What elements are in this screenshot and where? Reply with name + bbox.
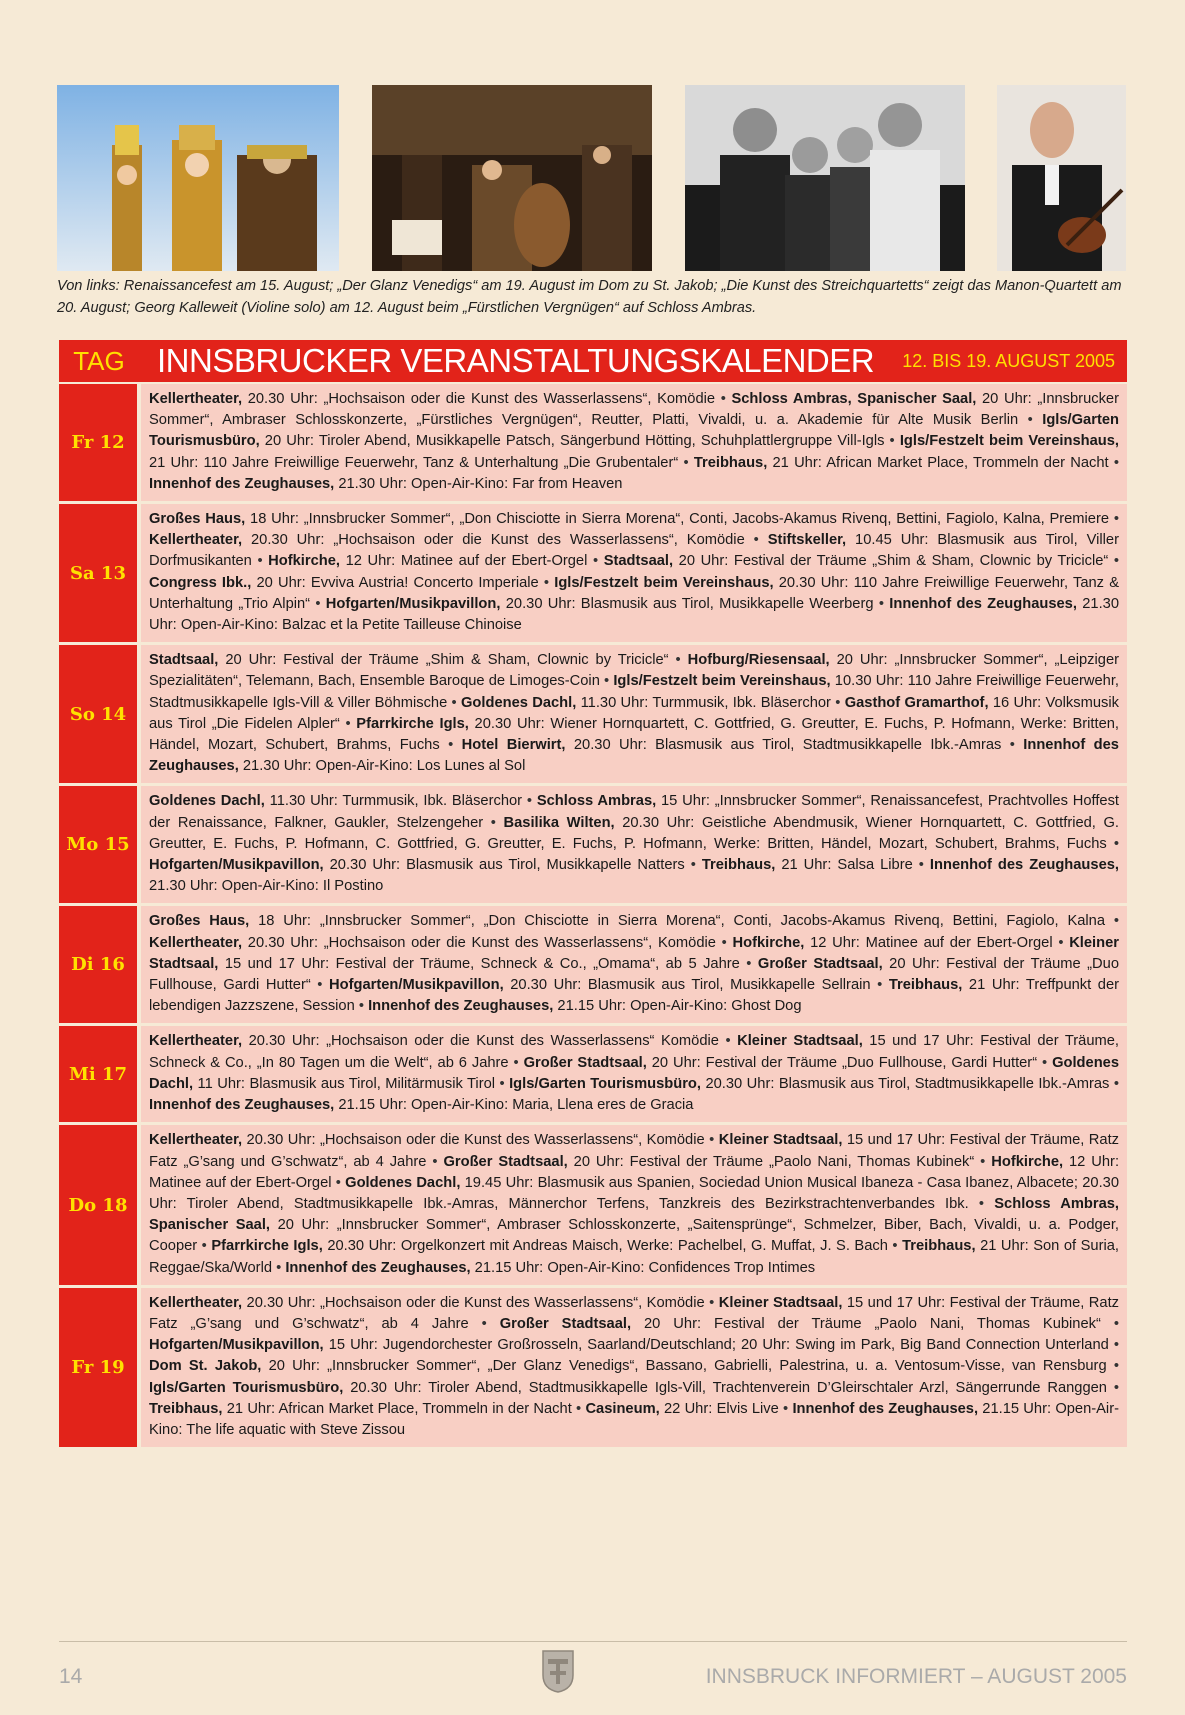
event-details: 15 und 17 Uhr: Festival der Träume, Ratz Fatz „G’sang und G’schwatz“, ab 4 Jahre xyxy=(149,1294,1119,1332)
event-details: 20.30 Uhr: „Hochsaison oder die Kunst des Wasserlassens“, Komödie xyxy=(242,391,716,407)
bullet-separator: • xyxy=(1100,1315,1119,1332)
venue-name: Schloss Ambras, Spanischer Saal, xyxy=(149,1195,1120,1234)
day-label: Mo 15 xyxy=(59,786,137,903)
event-details: 22 Uhr: Elvis Live xyxy=(659,1400,779,1417)
venue-name: Kleiner Stadtsaal, xyxy=(718,1132,843,1149)
bullet-separator: • xyxy=(587,553,604,570)
bullet-separator: • xyxy=(272,1259,286,1276)
venue-name: Hofgarten/Musikpavillon, xyxy=(325,595,501,612)
event-details: 20.30 Uhr: „Hochsaison oder die Kunst des Wasserlassens“, Komödie xyxy=(242,934,716,951)
event-details: 21.30 Uhr: Open-Air-Kino: Balzac et la Petite Tailleuse Chinoise xyxy=(149,595,1119,634)
event-details: 20.30 Uhr: „Hochsaison oder die Kunst des Wasserlassens“, Komödie xyxy=(242,1294,705,1311)
event-details: 20.30 Uhr: Orgelkonzert mit Andreas Maisch, Werke: Pachelbel, G. Muffat, J. S. Bach xyxy=(322,1238,888,1255)
venue-name: Goldenes Dachl, xyxy=(345,1174,461,1191)
day-label: Sa 13 xyxy=(59,504,137,642)
venue-name: Hotel Bierwirt, xyxy=(461,737,566,754)
venue-name: Treibhaus, xyxy=(149,1400,223,1417)
event-details: 20.30 Uhr: „Hochsaison oder die Kunst des Wasserlassens“, Komödie xyxy=(242,1132,705,1149)
venue-name: Goldenes Dachl, xyxy=(149,1054,1120,1092)
day-label: Mi 17 xyxy=(59,1026,137,1122)
venue-name: Treibhaus, xyxy=(888,977,963,994)
event-details: 20.30 Uhr: Wiener Hornquartett, C. Gottfried, G. Greutter, E. Fuchs, P. Hofmann, Werke: Britten, Händel, Mozart, Schubert, Brahms, Fuchs xyxy=(149,715,1120,754)
day-label: Do 18 xyxy=(59,1125,137,1284)
bullet-separator: • xyxy=(704,1132,719,1149)
bullet-separator: • xyxy=(912,857,930,874)
event-details: 20 Uhr: Festival der Träume „Shim & Sham, Clownic by Tricicle“ xyxy=(673,553,1109,570)
venue-name: Großes Haus, xyxy=(149,511,246,528)
venue-name: Kleiner Stadtsaal, xyxy=(149,934,1119,972)
bullet-separator: • xyxy=(1109,511,1119,528)
venue-name: Kleiner Stadtsaal, xyxy=(737,1033,863,1050)
bullet-separator: • xyxy=(447,694,461,711)
event-details: 21 Uhr: Treffpunkt der lebendigen Jazzszene, Session xyxy=(149,977,1120,1015)
bullet-separator: • xyxy=(1105,913,1120,930)
day-label: Fr 19 xyxy=(59,1288,137,1447)
event-details: 12 Uhr: Matinee auf der Ebert-Orgel xyxy=(340,553,588,570)
bullet-separator: • xyxy=(599,673,614,690)
day-row xyxy=(59,906,1127,1023)
bullet-separator: • xyxy=(684,857,702,874)
event-details: 19.45 Uhr: Blasmusik aus Spanien, Sociedad Union Musical Ibaneza - Casa Ibanez, Albacete; 20.30 Uhr: Tiroler Abend, Stadtmusikkapelle Ibk.-Amras, Männerchor Terfens, Tanzkreis des Bezirkstrachtenverbandes Ibk. xyxy=(149,1174,1120,1212)
bullet-separator: • xyxy=(354,998,369,1015)
date-range: 12. BIS 19. AUGUST 2005 xyxy=(902,350,1115,371)
event-details: 21 Uhr: African Market Place, Trommeln der Nacht xyxy=(767,454,1109,471)
venue-name: Hofgarten/Musikpavillon, xyxy=(329,977,504,994)
photo-caption: Von links: Renaissancefest am 15. August; „Der Glanz Venedigs“ am 19. August im Dom zu St. Jakob; „Die Kunst des Streichquartetts“ zeigt das Manon-Quartett am 20. August; Georg Kalleweit (Violine solo) am 12. August beim „Fürstlichen Vergnügen“ auf Schloss Ambras. xyxy=(57,278,1122,316)
venue-name: Hofkirche, xyxy=(991,1153,1064,1170)
day-events xyxy=(141,906,1127,1023)
event-details: 21 Uhr: 110 Jahre Freiwillige Feuerwehr, Tanz & Unterhaltung „Die Grubentaler“ xyxy=(149,454,679,471)
venue-name: Kellertheater, xyxy=(149,1294,243,1311)
event-details: 20.30 Uhr: 110 Jahre Freiwillige Feuerwehr, Tanz & Unterhaltung „Trio Alpin“ xyxy=(149,574,1119,612)
venue-name: Igls/Garten Tourismusbüro, xyxy=(149,412,1119,450)
bullet-separator: • xyxy=(1052,934,1070,951)
event-details: 20 Uhr: Festival der Träume „Paolo Nani, Thomas Kubinek“ xyxy=(567,1153,975,1170)
bullet-separator: • xyxy=(339,715,357,732)
venue-name: Casineum, xyxy=(585,1400,660,1417)
day-row xyxy=(59,645,1127,783)
event-details: 21.15 Uhr: Open-Air-Kino: Confidences Trop Intimes xyxy=(470,1259,816,1276)
bullet-separator: • xyxy=(522,793,537,810)
bullet-separator: • xyxy=(483,814,504,831)
bullet-separator: • xyxy=(468,1315,500,1332)
venue-name: Innenhof des Zeughauses, xyxy=(929,857,1119,874)
event-details: 20 Uhr: Festival der Träume „Duo Fullhouse, Gardi Hutter“ xyxy=(646,1054,1038,1071)
day-label: Di 16 xyxy=(59,906,137,1023)
bullet-separator: • xyxy=(884,433,900,450)
event-details: 21.15 Uhr: Open-Air-Kino: Ghost Dog xyxy=(553,998,802,1015)
venue-name: Innenhof des Zeughauses, xyxy=(149,737,1119,775)
bullet-separator: • xyxy=(968,1195,995,1212)
event-details: 10.45 Uhr: Blasmusik aus Tirol, Viller Dorfmusikanten xyxy=(149,532,1119,570)
venue-name: Großer Stadtsaal, xyxy=(443,1153,568,1170)
venue-name: Kellertheater, xyxy=(149,391,243,407)
venue-name: Innenhof des Zeughauses, xyxy=(149,475,335,492)
event-details: 15 und 17 Uhr: Festival der Träume, Schneck & Co., „In 80 Tagen um die Welt“, ab 6 Jahre xyxy=(149,1033,1119,1071)
venue-name: Großes Haus, xyxy=(149,913,250,930)
bullet-separator: • xyxy=(974,1153,992,1170)
coat-of-arms-icon xyxy=(541,1649,575,1693)
page-title: INNSBRUCKER VERANSTALTUNGSKALENDER xyxy=(157,342,875,379)
event-details: 11.30 Uhr: Turmmusik, Ibk. Bläserchor xyxy=(576,694,831,711)
venue-name: Stadtsaal, xyxy=(149,652,219,669)
bullet-separator: • xyxy=(1106,1358,1119,1375)
event-details: 21.15 Uhr: Open-Air-Kino: The life aquatic with Steve Zissou xyxy=(149,1400,1119,1438)
event-details: 20.30 Uhr: Blasmusik aus Tirol, Musikkapelle Weerberg xyxy=(500,595,874,612)
venue-name: Congress Ibk., xyxy=(149,574,252,591)
venue-name: Schloss Ambras, Spanischer Saal, xyxy=(731,391,977,407)
event-details: 21.30 Uhr: Open-Air-Kino: Far from Heaven xyxy=(334,475,623,492)
bullet-separator: • xyxy=(197,1238,212,1255)
day-row xyxy=(59,1288,1127,1447)
venue-name: Pfarrkirche Igls, xyxy=(211,1238,323,1255)
event-details: 15 Uhr: „Innsbrucker Sommer“, Renaissancefest, Prachtvolles Hoffest der Renaissance, Falkner, Gaukler, Stelzengeher xyxy=(149,793,1119,831)
bullet-separator: • xyxy=(310,977,330,994)
venue-name: Stiftskeller, xyxy=(767,532,847,549)
venue-name: Großer Stadtsaal, xyxy=(757,955,883,972)
bullet-separator: • xyxy=(778,1400,793,1417)
bullet-separator: • xyxy=(718,1033,738,1050)
venue-name: Treibhaus, xyxy=(693,454,768,471)
venue-name: Hofburg/Riesensaal, xyxy=(687,652,830,669)
bullet-separator: • xyxy=(571,1400,586,1417)
venue-name: Goldenes Dachl, xyxy=(461,694,577,711)
day-column-label: TAG xyxy=(73,345,125,376)
venue-name: Treibhaus, xyxy=(902,1238,976,1255)
event-details: 20.30 Uhr: Geistliche Abendmusik, Wiener Hornquartett, C. Gottfried, G. Greutter, E. Fuchs, P. Hofmann, C. Gottfried, G. Greutter, E. Fuchs, P. Hofmann, Werke: Britten, Händel, Mozart, Schubert, Brahms, Fuchs xyxy=(149,814,1119,852)
day-row xyxy=(59,384,1127,501)
footer-divider xyxy=(59,1641,1127,1642)
event-details: 18 Uhr: „Innsbrucker Sommer“, „Don Chisciotte in Sierra Morena“, Conti, Jacobs-Akamus Rivenq, Bettini, Fagiolo, Kalna, Premiere xyxy=(245,511,1110,528)
venue-name: Großer Stadtsaal, xyxy=(523,1054,647,1071)
event-details: 20 Uhr: Tiroler Abend, Musikkapelle Patsch, Sängerbund Hötting, Schuhplattlergruppe Vill-Igls xyxy=(259,433,885,450)
bullet-separator: • xyxy=(715,391,732,407)
event-details: 20 Uhr: „Innsbrucker Sommer“, Ambraser Schlosskonzerte, „Saitensprünge“, Schmelzer, Biber, Bach, Vivaldi, u. a. Podger, Cooper xyxy=(149,1217,1120,1255)
venue-name: Innenhof des Zeughauses, xyxy=(889,595,1077,612)
venue-name: Stadtsaal, xyxy=(603,553,674,570)
venue-name: Innenhof des Zeughauses, xyxy=(149,1097,335,1114)
event-details: 20 Uhr: „Innsbrucker Sommer“, Ambraser Schlosskonzerte, „Fürstliches Vergnügen“, Reutter, Platti, Vivaldi, u. a. Akademie für Alte Musik Berlin xyxy=(149,391,1119,429)
event-details: 20.30 Uhr: „Hochsaison oder die Kunst des Wasserlassens“, Komödie xyxy=(242,532,745,549)
photo-georg-kalleweit xyxy=(997,85,1126,271)
photo-glanz-venedigs xyxy=(372,85,652,271)
venue-name: Basilika Wilten, xyxy=(503,814,615,831)
bullet-separator: • xyxy=(1108,1337,1119,1354)
venue-name: Innenhof des Zeughauses, xyxy=(792,1400,979,1417)
bullet-separator: • xyxy=(1106,835,1120,852)
event-details: 15 Uhr: Jugendorchester Großrosseln, Saarland/Deutschland; 20 Uhr: Swing im Park, Big Band Connection Unterland xyxy=(323,1337,1109,1354)
event-details: 16 Uhr: Volksmusik aus Tirol „Die Fidelen Alpler“ xyxy=(149,694,1119,732)
event-details: 20.30 Uhr: Blasmusik aus Tirol, Musikkapelle Sellrain xyxy=(503,977,871,994)
bullet-separator: • xyxy=(887,1238,903,1255)
day-events xyxy=(141,1026,1127,1122)
event-details: 20.30 Uhr: Blasmusik aus Tirol, Stadtmusikkapelle Ibk.-Amras xyxy=(565,737,1002,754)
event-details: 21.30 Uhr: Open-Air-Kino: Il Postino xyxy=(149,878,384,895)
event-details: 10.30 Uhr: 110 Jahre Freiwillige Feuerwehr, Stadtmusikkapelle Igls-Vill & Viller Böhmische xyxy=(149,673,1120,711)
bullet-separator: • xyxy=(1109,1075,1119,1092)
event-calendar xyxy=(59,384,1127,1450)
event-details: 21 Uhr: Salsa Libre xyxy=(775,857,913,874)
bullet-separator: • xyxy=(1108,454,1119,471)
event-details: 20 Uhr: Evviva Austria! Concerto Imperiale xyxy=(251,574,539,591)
venue-name: Kellertheater, xyxy=(149,1033,243,1050)
venue-name: Igls/Festzelt beim Vereinshaus, xyxy=(554,574,774,591)
event-details: 11.30 Uhr: Turmmusik, Ibk. Bläserchor xyxy=(264,793,523,810)
event-details: 12 Uhr: Matinee auf der Ebert-Orgel xyxy=(149,1153,1120,1191)
day-row xyxy=(59,1125,1127,1284)
bullet-separator: • xyxy=(495,1075,510,1092)
venue-name: Schloss Ambras, xyxy=(536,793,657,810)
event-details: 21.30 Uhr: Open-Air-Kino: Los Lunes al Sol xyxy=(238,758,526,775)
page-number: 14 xyxy=(59,1665,83,1688)
bullet-separator: • xyxy=(538,574,555,591)
venue-name: Hofgarten/Musikpavillon, xyxy=(149,857,324,874)
venue-name: Innenhof des Zeughauses, xyxy=(368,998,554,1015)
bullet-separator: • xyxy=(1108,553,1120,570)
event-details: 20 Uhr: „Innsbrucker Sommer“, „Der Glanz Venedigs“, Bassano, Gabrielli, Palestrina, u. a. Ventosum-Visse, van Rensburg xyxy=(261,1358,1107,1375)
day-row xyxy=(59,1026,1127,1122)
venue-name: Innenhof des Zeughauses, xyxy=(285,1259,471,1276)
event-details: 21.15 Uhr: Open-Air-Kino: Maria, Llena eres de Gracia xyxy=(334,1097,694,1114)
bullet-separator: • xyxy=(704,1294,719,1311)
day-label: So 14 xyxy=(59,645,137,783)
bullet-separator: • xyxy=(873,595,890,612)
day-events xyxy=(141,1125,1127,1284)
venue-name: Pfarrkirche Igls, xyxy=(356,715,469,732)
day-events xyxy=(141,384,1127,501)
venue-name: Hofgarten/Musikpavillon, xyxy=(149,1337,324,1354)
day-events xyxy=(141,1288,1127,1447)
bullet-separator: • xyxy=(668,652,688,669)
event-details: 15 und 17 Uhr: Festival der Träume, Schneck & Co., „Omama“, ab 5 Jahre xyxy=(218,955,740,972)
event-details: 20 Uhr: Festival der Träume „Shim & Sham, Clownic by Tricicle“ xyxy=(218,652,669,669)
bullet-separator: • xyxy=(439,737,462,754)
venue-name: Igls/Garten Tourismusbüro, xyxy=(509,1075,701,1092)
day-row xyxy=(59,504,1127,642)
event-details: 20.30 Uhr: Tiroler Abend, Stadtmusikkapelle Igls-Vill, Trachtenverein D’Gleirschtaler Arzl, Sängerrunde Ranggen xyxy=(343,1379,1107,1396)
event-details: 11 Uhr: Blasmusik aus Tirol, Militärmusik Tirol xyxy=(193,1075,496,1092)
venue-name: Dom St. Jakob, xyxy=(149,1358,262,1375)
venue-name: Goldenes Dachl, xyxy=(149,793,265,810)
venue-name: Igls/Festzelt beim Vereinshaus, xyxy=(613,673,831,690)
event-details: 20.30 Uhr: Blasmusik aus Tirol, Stadtmusikkapelle Ibk.-Amras xyxy=(700,1075,1110,1092)
bullet-separator: • xyxy=(331,1174,346,1191)
bullet-separator: • xyxy=(678,454,694,471)
venue-name: Treibhaus, xyxy=(701,857,776,874)
day-row xyxy=(59,786,1127,903)
venue-name: Igls/Festzelt beim Vereinshaus, xyxy=(899,433,1119,450)
venue-name: Kellertheater, xyxy=(149,934,243,951)
bullet-separator: • xyxy=(830,694,845,711)
publication-title: INNSBRUCK INFORMIERT – AUGUST 2005 xyxy=(705,1665,1127,1688)
day-events xyxy=(141,786,1127,903)
event-details: 20.30 Uhr: „Hochsaison oder die Kunst des Wasserlassens“ Komödie xyxy=(242,1033,719,1050)
event-details: 20 Uhr: Festival der Träume „Paolo Nani, Thomas Kubinek“ xyxy=(631,1315,1101,1332)
venue-name: Gasthof Gramarthof, xyxy=(844,694,989,711)
day-label: Fr 12 xyxy=(59,384,137,501)
day-events xyxy=(141,645,1127,783)
bullet-separator: • xyxy=(251,553,269,570)
photo-manon-quartett xyxy=(685,85,965,271)
event-details: 12 Uhr: Matinee auf der Ebert-Orgel xyxy=(804,934,1053,951)
bullet-separator: • xyxy=(426,1153,444,1170)
venue-name: Kellertheater, xyxy=(149,532,243,549)
bullet-separator: • xyxy=(1001,737,1024,754)
event-details: 21 Uhr: Son of Suria, Reggae/Ska/World xyxy=(149,1238,1119,1276)
day-events xyxy=(141,504,1127,642)
venue-name: Igls/Garten Tourismusbüro, xyxy=(149,1379,344,1396)
event-details: 20.30 Uhr: Blasmusik aus Tirol, Musikkapelle Natters xyxy=(323,857,685,874)
venue-name: Kellertheater, xyxy=(149,1132,243,1149)
photo-renaissance-fest xyxy=(57,85,339,271)
event-details: 20 Uhr: Festival der Träume „Duo Fullhouse, Gardi Hutter“ xyxy=(149,955,1119,994)
bullet-separator: • xyxy=(1018,412,1043,429)
bullet-separator: • xyxy=(870,977,889,994)
bullet-separator: • xyxy=(715,934,733,951)
bullet-separator: • xyxy=(1106,1379,1119,1396)
venue-name: Großer Stadtsaal, xyxy=(499,1315,632,1332)
venue-name: Hofkirche, xyxy=(268,553,340,570)
bullet-separator: • xyxy=(739,955,758,972)
bullet-separator: • xyxy=(1037,1054,1053,1071)
venue-name: Kleiner Stadtsaal, xyxy=(718,1294,843,1311)
venue-name: Hofkirche, xyxy=(732,934,805,951)
event-details: 18 Uhr: „Innsbrucker Sommer“, „Don Chisciotte in Sierra Morena“, Conti, Jacobs-Akamus Rivenq, Bettini, Fagiolo, Kalna xyxy=(249,913,1106,930)
event-details: 20 Uhr: „Innsbrucker Sommer“, „Leipziger Spezialitäten“, Telemann, Bach, Ensemble Baroque de Limoges-Coin xyxy=(149,652,1120,690)
event-details: 15 und 17 Uhr: Festival der Träume, Ratz Fatz „G’sang und G’schwatz“, ab 4 Jahre xyxy=(149,1132,1119,1170)
bullet-separator: • xyxy=(310,595,326,612)
calendar-header xyxy=(59,340,1127,382)
event-details: 21 Uhr: African Market Place, Trommeln in der Nacht xyxy=(222,1400,572,1417)
bullet-separator: • xyxy=(744,532,768,549)
bullet-separator: • xyxy=(508,1054,524,1071)
